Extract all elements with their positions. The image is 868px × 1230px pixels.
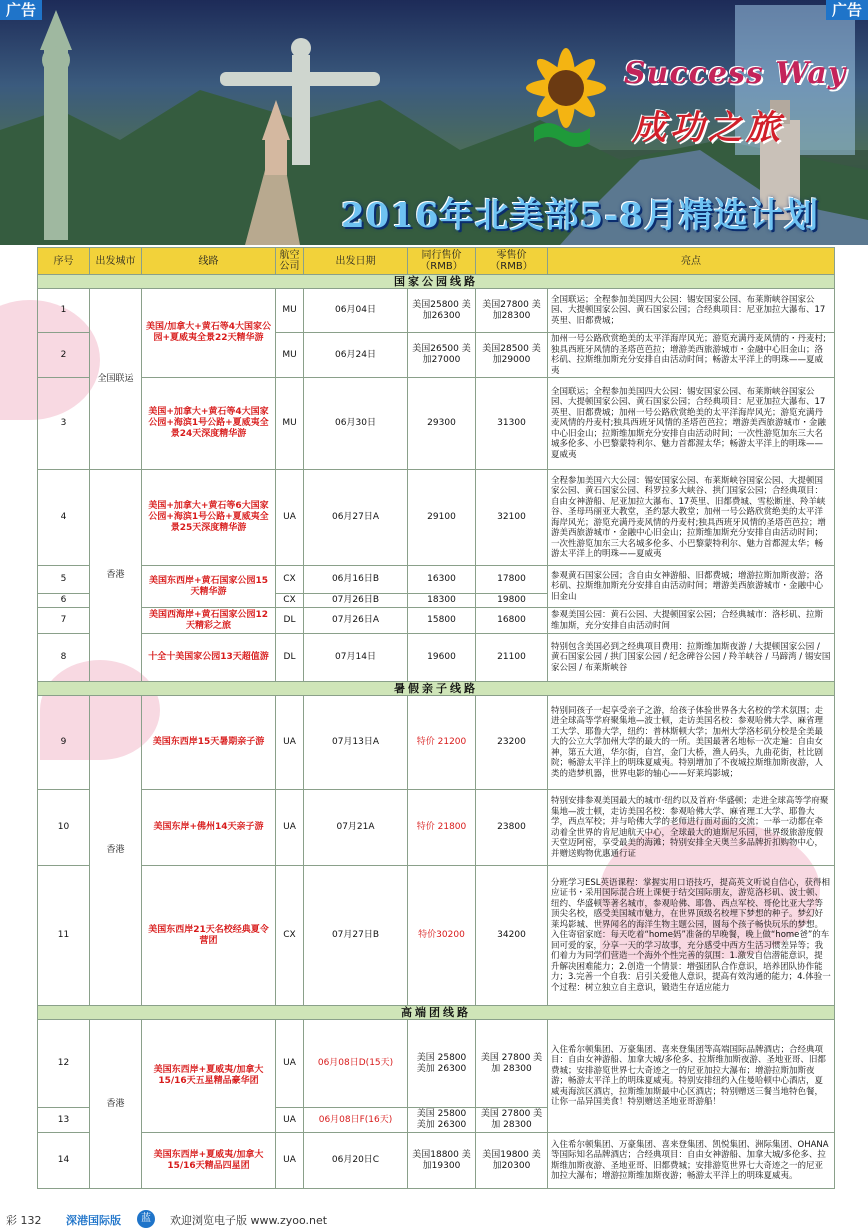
section-premium-tours: 高端团线路: [38, 1006, 835, 1020]
itinerary-table-container: [37, 247, 834, 1189]
departure-city: 全国联运: [90, 289, 142, 470]
publication-logo-icon: 蓝: [137, 1210, 155, 1228]
header-city: 出发城市: [90, 248, 142, 275]
table-row: 5 美国东西岸+黄石国家公园15天精华游 CX 06月16日B 16300 17800 参观黄石国家公园；含自由女神游船、旧都费城；增游拉斯加斯夜游；洛杉矶、拉斯维加斯充分安排自由活动时间；增游美西旅游城市・金融中心旧金山: [38, 566, 835, 594]
header-route: 线路: [142, 248, 276, 275]
route-name: 十全十美国家公园13天超值游: [142, 634, 276, 682]
header-highlights: 亮点: [548, 248, 835, 275]
page-title: 2016年北美部5-8月精选计划: [340, 196, 820, 236]
table-row: 6 CX 07月26日B 18300 19800: [38, 594, 835, 608]
route-name: 美国/加拿大+黄石等4大国家公园+夏威夷全景22天精华游: [142, 289, 276, 378]
table-row: 10 美国东岸+佛州14天亲子游 UA 07月21A 特价 21800 23800 特别安排参观美国最大的城市·纽约以及首府·华盛顿；走进全球高等学府聚集地—波士顿，走访美国名校：参观哈佛大学、麻省理工大学、耶鲁大学，西点军校；并与哈佛大学的老师进行面对面的交流；一举一动都在牵动着全世界的肯尼迪航天中心，全球最大的迪斯尼乐园，世界级旅游度假天堂迈阿密，享受最美的海滩；特别安排全天奥兰多品牌折扣购物中心，并赠送购物优惠通行证: [38, 790, 835, 866]
section-national-parks: 国家公园线路: [38, 275, 835, 289]
route-name: 美国东西岸15天暑期亲子游: [142, 696, 276, 790]
table-row: 9 香港 美国东西岸15天暑期亲子游 UA 07月13日A 特价 21200 23200 特别同孩子一起享受亲子之游，给孩子体验世界各大名校的学术氛围；走进全球高等学府聚集地—波士顿，走访美国名校：参观哈佛大学、麻省理工大学、耶鲁大学，纽约：普林斯顿大学；加州大学洛杉矶分校是全美最大的公立大学加州大学的最大的一所。美国最著名地标一次走遍：自由女神，第五大道，华尔街，自宫，金门大桥，渔人码头，九曲花街，杜比剧院；畅游太平洋上的明珠夏威夷。特别增加了不夜城拉斯维加斯夜游，人类的造梦机器，世界电影的轴心——好莱坞影城；: [38, 696, 835, 790]
table-row: 3 美国+加拿大+黄石等4大国家公园+海滨1号公路+夏威夷全景24天深度精华游 MU 06月30日 29300 31300 全国联运；全程参加美国四大公园：锡安国家公园、布莱斯峡谷国家公园、大提顿国家公园、黄石国家公园；合经典项目：尼亚加拉大瀑布、17英里、旧都费城；加州一号公路欣赏绝美的太平洋海岸风光；游览充满丹麦风情的丹麦村;独具西班牙风情的圣塔芭芭拉；增游美西旅游城市・金融中心旧金山；拉斯维加斯充分安排自由活动时间；一次性游览加东三大名城多伦多、小巴黎蒙特利尔、魅力首都渥太华；畅游太平洋上的明珠——夏威夷: [38, 378, 835, 470]
brand-name-english: Success Way: [624, 56, 847, 91]
sunflower-logo-icon: [526, 48, 606, 147]
route-name: 美国东西岸+夏威夷/加拿大15/16天五星精品豪华团: [142, 1020, 276, 1133]
table-row: 13 UA 06月08日F(16天) 美国 25800 美加 26300 美国 27800 美加 28300: [38, 1108, 835, 1133]
page-footer: [0, 1208, 868, 1230]
route-name: 美国+加拿大+黄石等6大国家公园+海滨1号公路+夏威夷全景25天深度精华游: [142, 470, 276, 566]
brand-name-chinese: 成功之旅: [632, 108, 784, 148]
route-name: 美国东岸+佛州14天亲子游: [142, 790, 276, 866]
table-row: 12 香港 美国东西岸+夏威夷/加拿大15/16天五星精品豪华团 UA 06月08日D(15天) 美国 25800 美加 26300 美国 27800 美加 28300 入住希尔顿集团、万豪集团、喜来登集团等高端国际品牌酒店；合经典项目：自由女神游船、加拿大城/多伦多、拉斯维加斯夜游、圣地亚哥、旧都费城；安排游览世界七大奇迹之一的尼亚加拉大瀑布；增游拉斯加斯夜游；畅游太平洋上的明珠夏威夷。特别安排纽约入住曼哈顿中心酒店，夏威夷海滨区酒店，拉斯维加斯最中心区酒店；特别赠送三餐当地特色餐，让你一品异国美食！特别赠送圣地亚哥游船！: [38, 1020, 835, 1108]
table-row: 1 全国联运 美国/加拿大+黄石等4大国家公园+夏威夷全景22天精华游 MU 06月04日 美国25800 美加26300 美国27800 美加28300 全国联运；全程参加美国四大公园：锡安国家公园、布莱斯峡谷国家公园、大提顿国家公园、黄石国家公园；合经典项目：尼亚加拉大瀑布、17英里、旧都费城；: [38, 289, 835, 333]
departure-city: 香港: [90, 696, 142, 1006]
section-family-summer: 暑假亲子线路: [38, 682, 835, 696]
route-name: 美国东西岸21天名校经典夏令营团: [142, 866, 276, 1006]
header-peer-price: 同行售价（RMB）: [408, 248, 476, 275]
table-row: 4 香港 美国+加拿大+黄石等6大国家公园+海滨1号公路+夏威夷全景25天深度精华游 UA 06月27日A 29100 32100 全程参加美国六大公园：锡安国家公园、布莱斯峡谷国家公园、大提顿国家公园、黄石国家公园、科罗拉多大峡谷、拱门国家公园；合经典项目：自由女神游船、尼亚加拉大瀑布、17英里、旧都费城、雪松断崖、羚羊峡谷、圣母玛丽亚大教堂，圣约瑟大教堂；加州一号公路欣赏绝美的太平洋海岸风光；游览充满丹麦风情的丹麦村;独具西班牙风情的圣塔芭芭拉；增游美西旅游城市・金融中心旧金山；拉斯维加斯充分安排自由活动时间；一次性游览加东三大名城多伦多、小巴黎蒙特利尔、魅力首都渥太华；畅游太平洋上的明珠——夏威夷: [38, 470, 835, 566]
table-row: 2 MU 06月24日 美国26500 美加27000 美国28500 美加29000 加州一号公路欣赏绝美的太平洋海岸风光；游览充满丹麦风情的・丹麦村;独具西班牙风情的圣塔芭芭拉；增游美西旅游城市・金融中心旧金山；洛杉矶、拉斯维加斯充分安排自由活动时间；畅游太平洋上的明珠——夏威夷: [38, 333, 835, 378]
header-no: 序号: [38, 248, 90, 275]
ad-label-left: 广告: [0, 0, 42, 20]
header-banner: [0, 0, 868, 245]
header-airline: 航空公司: [276, 248, 304, 275]
departure-city: 香港: [90, 1020, 142, 1189]
departure-city: 香港: [90, 470, 142, 682]
page-number: 彩 132: [6, 1214, 42, 1227]
edition-name: 深港国际版: [66, 1214, 121, 1227]
route-name: 美国东西岸+黄石国家公园15天精华游: [142, 566, 276, 608]
route-name: 美国+加拿大+黄石等4大国家公园+海滨1号公路+夏威夷全景24天深度精华游: [142, 378, 276, 470]
header-date: 出发日期: [304, 248, 408, 275]
table-row: 8 十全十美国家公园13天超值游 DL 07月14日 19600 21100 特别包含美国必到之经典项目费用：拉斯维加斯夜游 / 大提顿国家公园 / 黄石国家公园 / 拱门国家公园 / 纪念碑谷公园 / 羚羊峡谷 / 马蹄湾 / 锡安国家公园 / 布莱斯峡谷: [38, 634, 835, 682]
route-name: 美国东西岸+夏威夷/加拿大15/16天精品四星团: [142, 1133, 276, 1189]
table-row: 14 美国东西岸+夏威夷/加拿大15/16天精品四星团 UA 06月20日C 美国18800 美加19300 美国19800 美加20300 入住希尔顿集团、万豪集团、喜来登集团、凯悦集团、洲际集团、OHANA等国际知名品牌酒店；合经典项目：自由女神游船、加拿大城/多伦多、拉斯维加斯夜游、圣地亚哥、旧都费城；安排游览世界七大奇迹之一的尼亚加拉大瀑布；增游拉斯维加斯夜游；畅游太平洋上的明珠夏威夷。: [38, 1133, 835, 1189]
table-row: 7 美国西海岸+黄石国家公园12天精彩之旅 DL 07月26日A 15800 16800 参观美国公园：黄石公园、大提顿国家公园；合经典城市：洛杉矶、拉斯维加斯，充分安排自由活动时间: [38, 608, 835, 634]
table-row: 11 美国东西岸21天名校经典夏令营团 CX 07月27日B 特价30200 34200 分班学习ESL英语课程：掌握实用口语技巧，提高英文听说自信心，获得相应证书・采用国际混合班上课便于结交国际朋友，游览洛杉矶、波士顿、纽约、华盛顿等著名城市，参观哈佛、耶鲁、西点军校、哥伦比亚大学等顶尖名校，感受美国城市魅力，在世界顶级名校埋下梦想的种子。梦幻好莱坞影城、世界闻名的海洋生物主题公园，圆每个孩子畅快玩乐的梦想。入住寄宿家庭：每天吃着“home妈”准备的早晚餐，晚上做“home爸”的车回可爱的家，分享一天的学习故事，充分感受中西方生活习惯差异等；我们着力为同学们营造一个海外个性完善的氛围：1.激发自信潜能意识，提升解决困难能力；2.创造一个情景：增强团队合作意识，培养团队协作能力；3.完善一个自我：启引关爱他人意识，提高有效沟通的能力；4.体验一个过程：树立独立自主意识，锻造生存适应能力: [38, 866, 835, 1006]
route-name: 美国西海岸+黄石国家公园12天精彩之旅: [142, 608, 276, 634]
table-header-row: [38, 248, 835, 275]
header-retail-price: 零售价（RMB）: [476, 248, 548, 275]
itinerary-table: [37, 247, 835, 1189]
ad-label-right: 广告: [826, 0, 868, 20]
website-link[interactable]: 欢迎浏览电子版 www.zyoo.net: [170, 1214, 328, 1227]
